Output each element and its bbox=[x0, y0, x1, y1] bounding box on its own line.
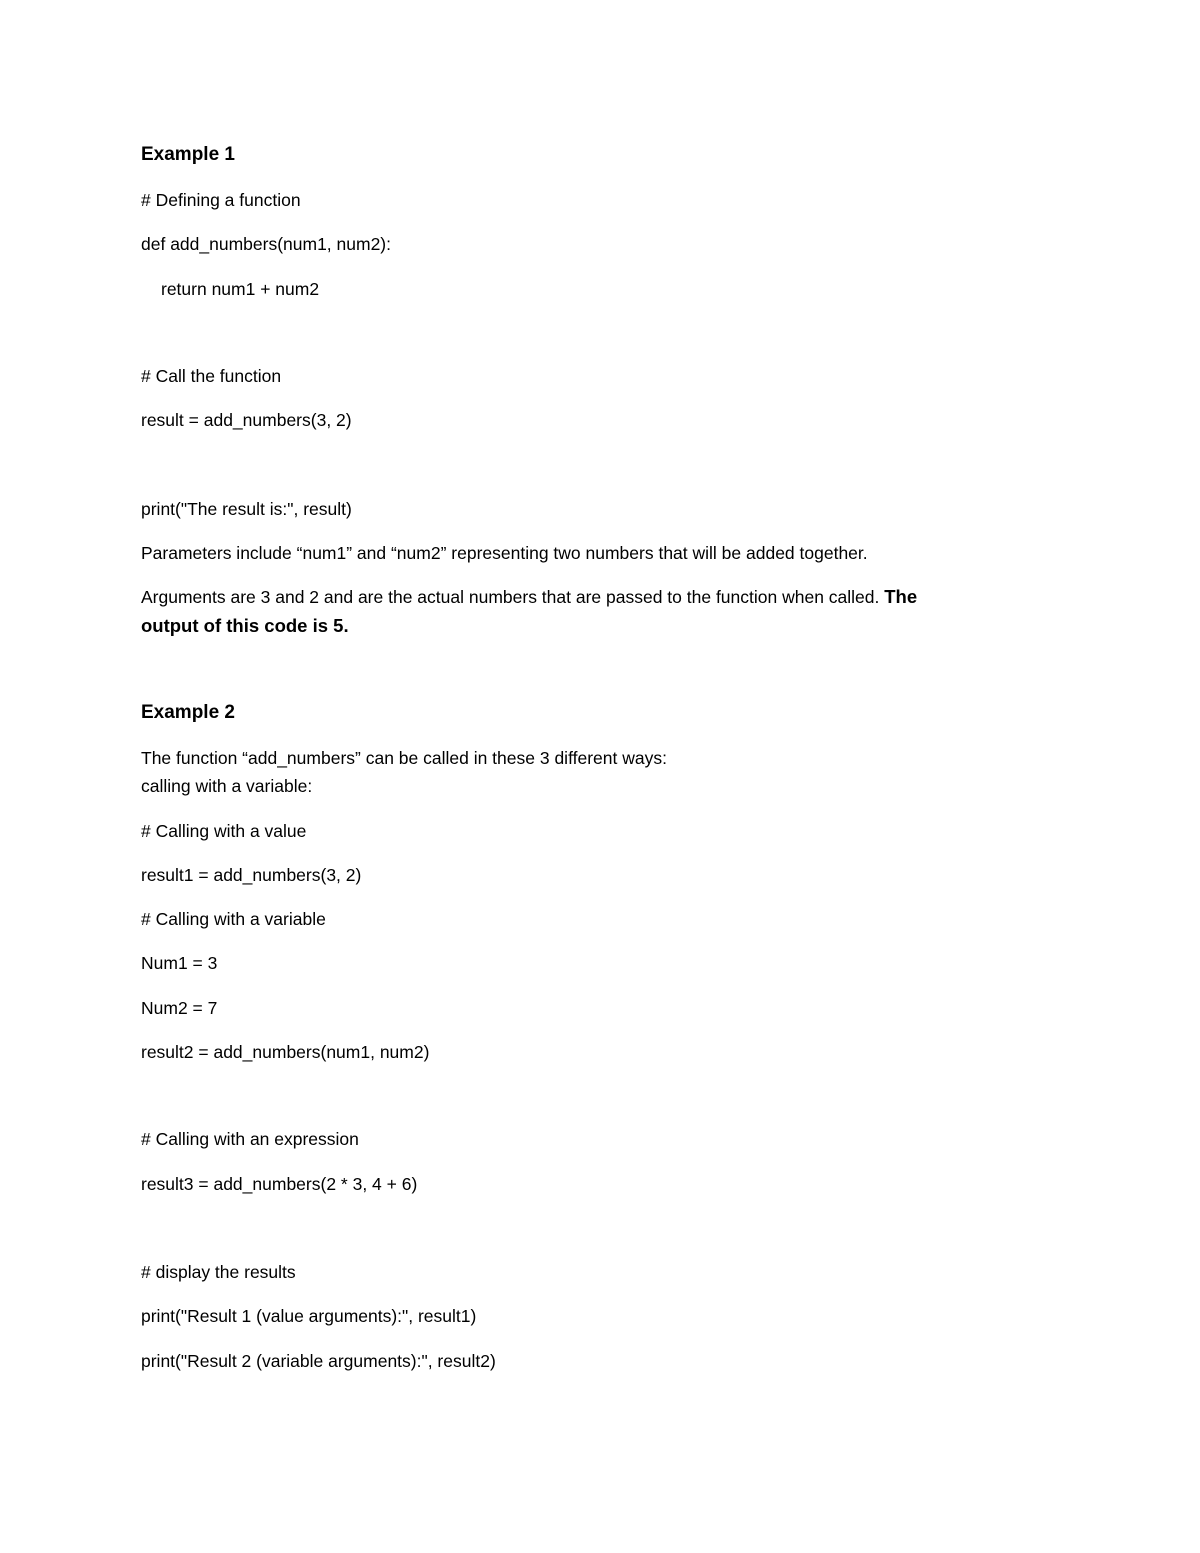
print2-line: print("Result 2 (variable arguments):", result2) bbox=[141, 1351, 496, 1371]
def-line: def add_numbers(num1, num2): bbox=[141, 234, 391, 254]
output-bold-text-end: output of this code is 5. bbox=[141, 615, 349, 636]
arguments-paragraph bbox=[141, 586, 917, 608]
intro-line: The function “add_numbers” can be called in these 3 different ways: bbox=[141, 748, 667, 768]
comment-call-function: # Call the function bbox=[141, 366, 282, 386]
result-line: result = add_numbers(3, 2) bbox=[141, 410, 352, 430]
example-2-heading: Example 2 bbox=[141, 702, 235, 723]
comment-defining-function: # Defining a function bbox=[141, 190, 301, 210]
arguments-text: Arguments are 3 and 2 and are the actual numbers that are passed to the function when called. bbox=[141, 587, 885, 607]
example-1-heading: Example 1 bbox=[141, 144, 235, 165]
num1-line: Num1 = 3 bbox=[141, 953, 218, 973]
print-line: print("The result is:", result) bbox=[141, 499, 352, 519]
intro-line-2: calling with a variable: bbox=[141, 776, 313, 796]
parameters-text: Parameters include “num1” and “num2” representing two numbers that will be added together. bbox=[141, 543, 868, 563]
num2-line: Num2 = 7 bbox=[141, 998, 218, 1018]
print1-line: print("Result 1 (value arguments):", result1) bbox=[141, 1306, 477, 1326]
comment-calling-expression: # Calling with an expression bbox=[141, 1129, 359, 1149]
result2-line: result2 = add_numbers(num1, num2) bbox=[141, 1042, 430, 1062]
result3-line: result3 = add_numbers(2 * 3, 4 + 6) bbox=[141, 1174, 418, 1194]
comment-calling-value: # Calling with a value bbox=[141, 821, 307, 841]
comment-display-results: # display the results bbox=[141, 1262, 296, 1282]
result1-line: result1 = add_numbers(3, 2) bbox=[141, 865, 362, 885]
return-line: return num1 + num2 bbox=[161, 279, 320, 299]
comment-calling-variable: # Calling with a variable bbox=[141, 909, 326, 929]
output-bold-text-start: The bbox=[884, 586, 918, 607]
